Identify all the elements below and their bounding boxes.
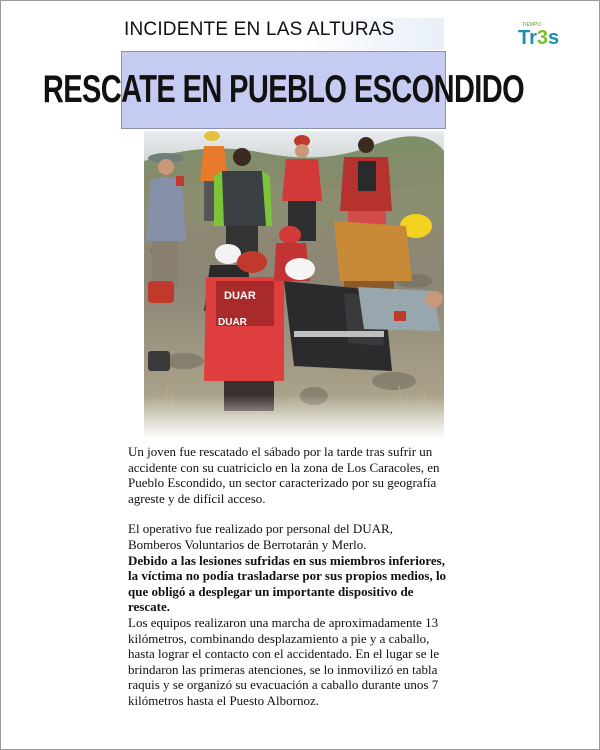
logo-text-b: 3 [536, 27, 549, 49]
rescue-photo [144, 131, 444, 439]
headline-box [42, 51, 525, 129]
paragraph-4: Los equipos realizaron una marcha de aproximadamente 13 kilómetros, combinando desplazamiento a pie y a caballo, hasta lograr el contacto con el accidentado. En el lugar se le brindaron las primeras atenciones, se lo inmovilizó en tabla raquis y se organizó su evacuación a caballo durante unos 7 kilómetros hasta el Puesto Albornoz. [128, 614, 440, 708]
photo-badge-duar-1: DUAR [224, 290, 256, 302]
logo-text-c: s [548, 27, 560, 49]
logo-text-a: Tr [518, 27, 537, 49]
publication-logo [514, 22, 570, 56]
logo-small-text: TIEMPO [522, 22, 542, 28]
headline: RESCATE EN PUEBLO ESCONDIDO [42, 67, 525, 111]
rescue-photo-illustration [144, 131, 444, 439]
paragraph-3: Debido a las lesiones sufridas en sus miembros inferiores, la víctima no podía trasladarse por sus propios medios, lo que obligó a desplegar un importante dispositivo de rescate. [128, 552, 447, 615]
logo-text [518, 27, 559, 50]
section-title: INCIDENTE EN LAS ALTURAS [124, 19, 395, 40]
article-body [128, 444, 448, 709]
paragraph-1: Un joven fue rescatado el sábado por la tarde tras sufrir un accidente con su cuatriciclo en la zona de Los Caracoles, en Pueblo Escondido, un sector caracterizado por su geografía agreste y de difícil acceso. [128, 444, 440, 506]
paragraph-2: El operativo fue realizado por personal del DUAR, Bomberos Voluntarios de Berrotarán y Merlo. [128, 521, 393, 552]
photo-fade [144, 395, 444, 439]
photo-badge-duar-2: DUAR [218, 317, 247, 328]
